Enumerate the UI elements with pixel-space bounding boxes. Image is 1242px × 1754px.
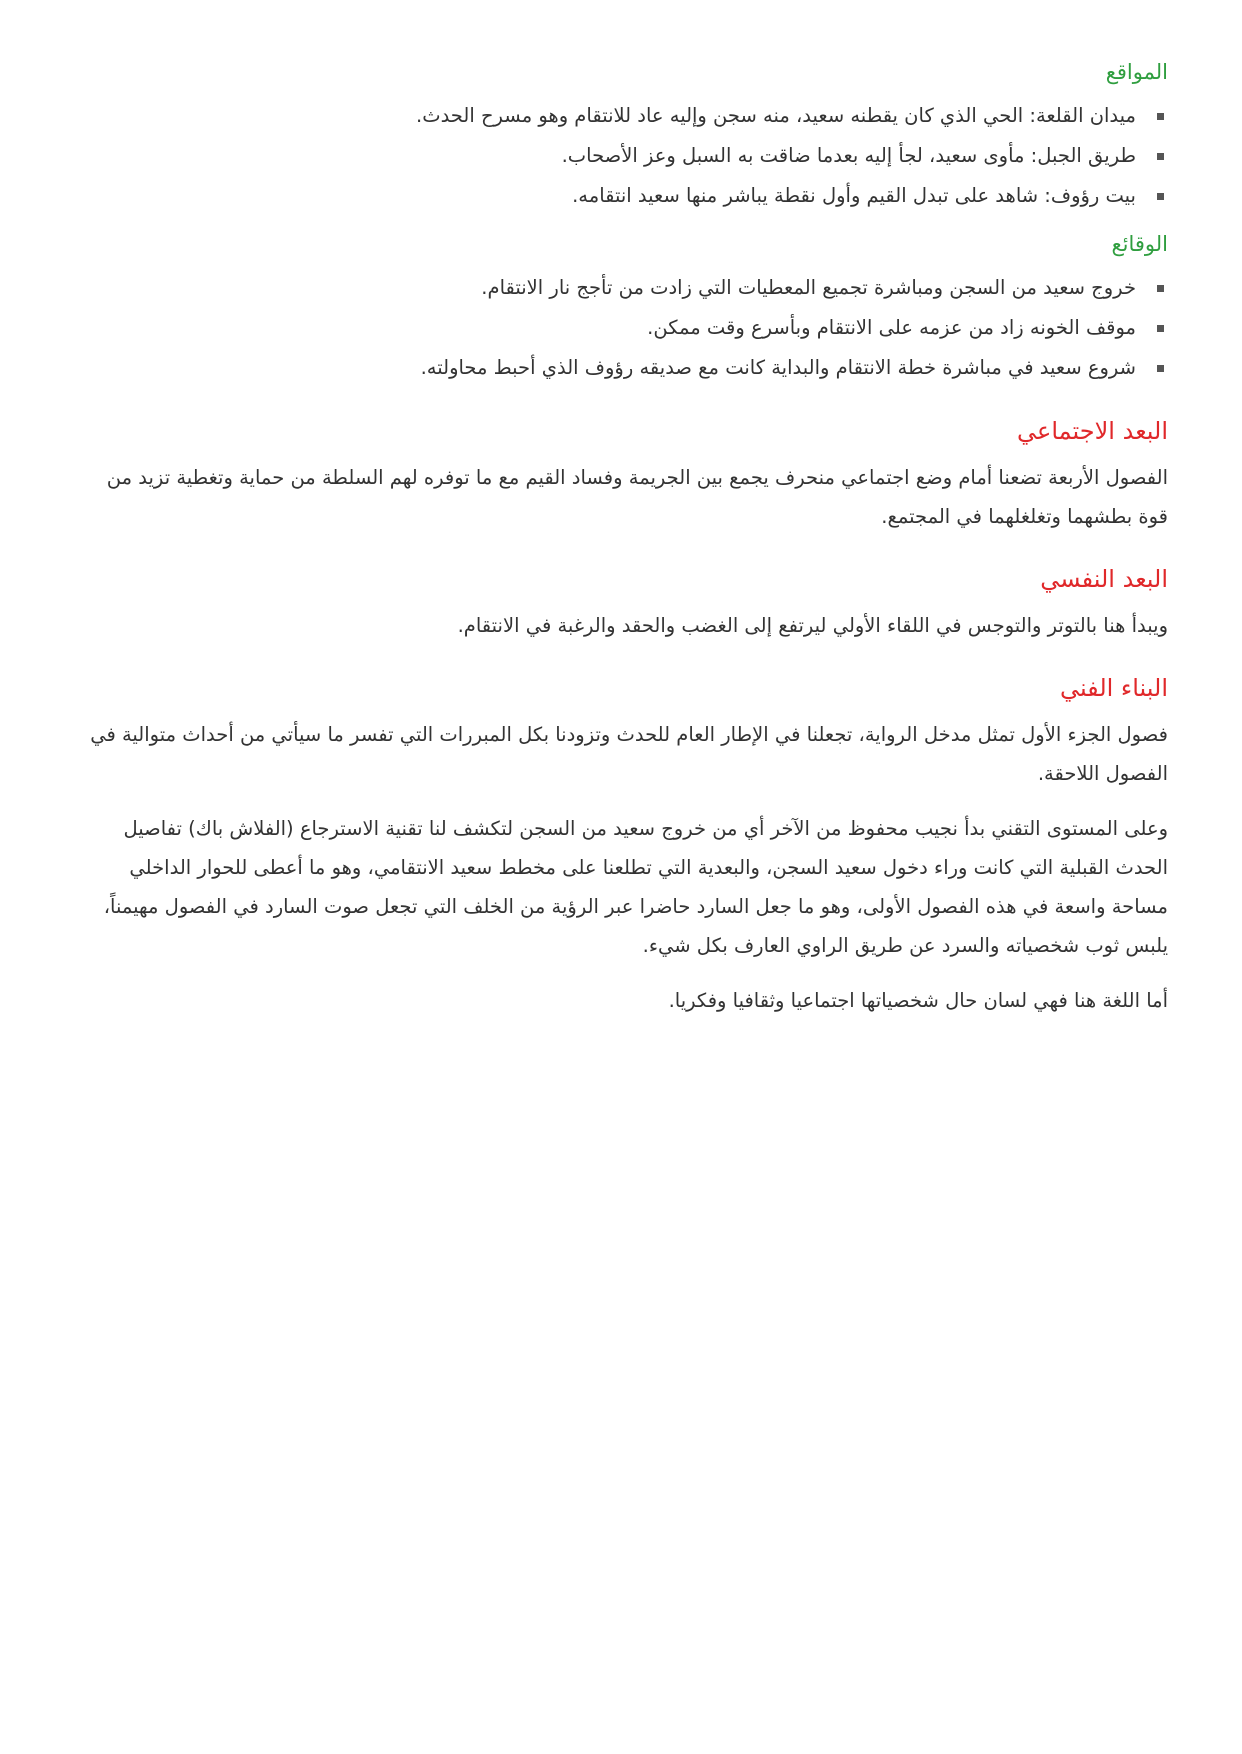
- social-dimension-title: البعد الاجتماعي: [1017, 417, 1168, 445]
- events-list: [72, 268, 1168, 388]
- list-item-text: بيت رؤوف: شاهد على تبدل القيم وأول نقطة يباشر منها سعيد انتقامه.: [572, 184, 1136, 207]
- artistic-structure-paragraph: أما اللغة هنا فهي لسان حال شخصياتها اجتماعيا وثقافيا وفكريا.: [668, 989, 1168, 1012]
- list-item-text: ميدان القلعة: الحي الذي كان يقطنه سعيد، منه سجن وإليه عاد للانتقام وهو مسرح الحدث.: [416, 104, 1136, 127]
- list-item: [72, 308, 1168, 348]
- artistic-structure-title: البناء الفني: [1059, 674, 1168, 702]
- list-item: [72, 136, 1168, 176]
- square-bullet-icon: [1157, 365, 1164, 372]
- list-item: [72, 96, 1168, 136]
- list-item-text: خروج سعيد من السجن ومباشرة تجميع المعطيات التي زادت من تأجج نار الانتقام.: [481, 276, 1136, 299]
- list-item-text: طريق الجبل: مأوى سعيد، لجأ إليه بعدما ضاقت به السبل وعز الأصحاب.: [561, 144, 1136, 167]
- social-dimension-paragraph: الفصول الأربعة تضعنا أمام وضع اجتماعي منحرف يجمع بين الجريمة وفساد القيم مع ما توفره لهم السلطة من حماية وتغطية تزيد من قوة بطشهما وتغلغلهما في المجتمع.: [106, 466, 1168, 528]
- psychological-dimension-paragraph: ويبدأ هنا بالتوتر والتوجس في اللقاء الأولي ليرتفع إلى الغضب والحقد والرغبة في الانتقام.: [457, 614, 1168, 637]
- artistic-structure-paragraph: وعلى المستوى التقني بدأ نجيب محفوظ من الآخر أي من خروج سعيد من السجن لتكشف لنا تقنية الاسترجاع (الفلاش باك) تفاصيل الحدث القبلية التي كانت وراء دخول سعيد السجن، والبعدية التي تطلعنا على مخطط سعيد الانتقامي، وهو ما أعطى للحوار الداخلي مساحة واسعة في هذه الفصول الأولى، وهو ما جعل السارد حاضرا عبر الرؤية من الخلف التي تجعل صوت السارد في الفصول مهيمناً، يلبس ثوب شخصياته والسرد عن طريق الراوي العارف بكل شيء.: [103, 817, 1168, 957]
- square-bullet-icon: [1157, 193, 1164, 200]
- list-item-text: شروع سعيد في مباشرة خطة الانتقام والبداية كانت مع صديقه رؤوف الذي أحبط محاولته.: [420, 356, 1136, 379]
- locations-heading: المواقع: [1105, 60, 1168, 84]
- document-page: [72, 48, 1168, 1036]
- list-item: [72, 268, 1168, 308]
- list-item: [72, 348, 1168, 388]
- square-bullet-icon: [1157, 153, 1164, 160]
- square-bullet-icon: [1157, 325, 1164, 332]
- artistic-structure-paragraph: فصول الجزء الأول تمثل مدخل الرواية، تجعلنا في الإطار العام للحدث وتزودنا بكل المبررات التي تفسر ما سيأتي من أحداث متوالية في الفصول اللاحقة.: [90, 723, 1168, 785]
- events-heading: الوقائع: [1111, 232, 1168, 256]
- psychological-dimension-title: البعد النفسي: [1040, 565, 1168, 593]
- square-bullet-icon: [1157, 285, 1164, 292]
- locations-list: [72, 96, 1168, 216]
- list-item-text: موقف الخونه زاد من عزمه على الانتقام وبأسرع وقت ممكن.: [647, 316, 1136, 339]
- list-item: [72, 176, 1168, 216]
- square-bullet-icon: [1157, 113, 1164, 120]
